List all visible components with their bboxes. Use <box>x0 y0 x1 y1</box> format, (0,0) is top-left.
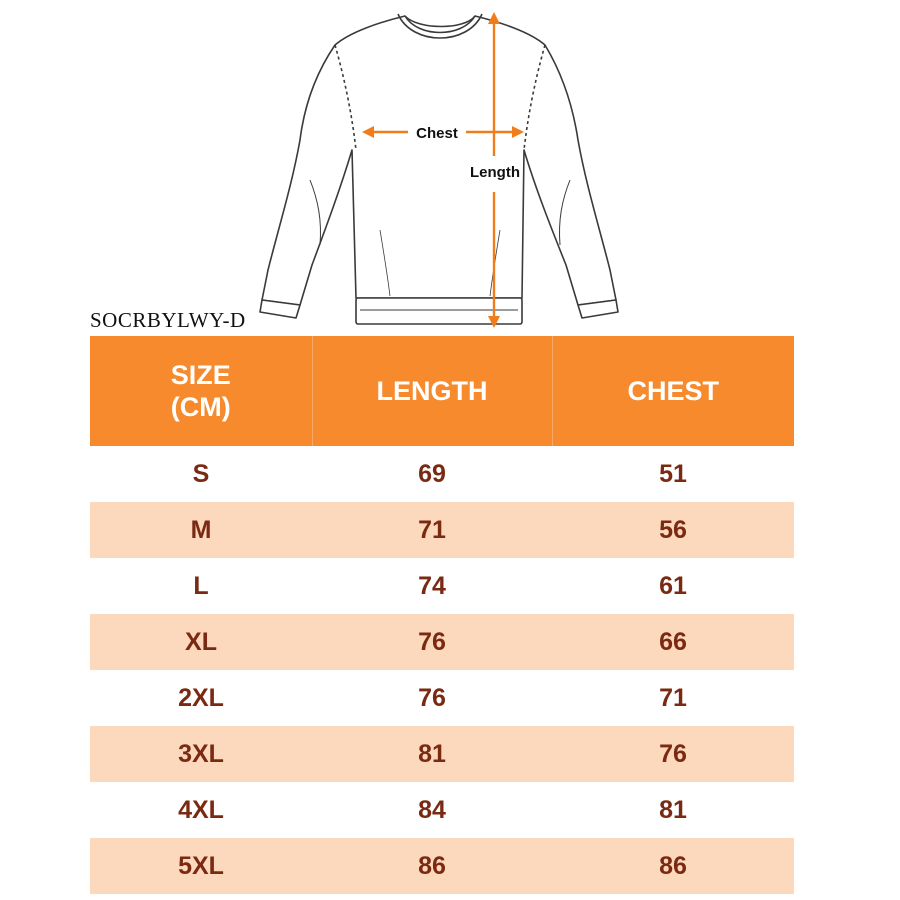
cell-size: L <box>90 558 312 614</box>
cell-size: XL <box>90 614 312 670</box>
cell-chest: 66 <box>552 614 794 670</box>
header-size-line2: (CM) <box>170 392 231 422</box>
cell-chest: 86 <box>552 838 794 894</box>
product-code: SOCRBYLWY-D <box>90 308 246 332</box>
table-header-row <box>90 336 794 446</box>
cell-size: 5XL <box>90 838 312 894</box>
length-label: Length <box>470 164 520 181</box>
cell-length: 76 <box>312 670 552 726</box>
cell-size: 3XL <box>90 726 312 782</box>
cell-chest: 76 <box>552 726 794 782</box>
cell-length: 74 <box>312 558 552 614</box>
cell-length: 84 <box>312 782 552 838</box>
cell-chest: 81 <box>552 782 794 838</box>
sweatshirt-icon <box>260 14 618 324</box>
cell-length: 69 <box>312 446 552 502</box>
chest-label: Chest <box>416 125 458 142</box>
cell-size: 2XL <box>90 670 312 726</box>
cell-length: 71 <box>312 502 552 558</box>
cell-length: 76 <box>312 614 552 670</box>
table-row <box>90 670 794 726</box>
header-size <box>90 336 312 446</box>
table-row <box>90 726 794 782</box>
table-row <box>90 838 794 894</box>
size-chart-table <box>90 336 794 894</box>
cell-size: 4XL <box>90 782 312 838</box>
table-row <box>90 558 794 614</box>
table-row <box>90 446 794 502</box>
header-size-line1: SIZE <box>170 360 231 390</box>
table-row <box>90 614 794 670</box>
cell-size: M <box>90 502 312 558</box>
sweatshirt-measurement-diagram <box>0 0 900 340</box>
cell-size: S <box>90 446 312 502</box>
header-chest: CHEST <box>552 336 794 446</box>
cell-length: 86 <box>312 838 552 894</box>
cell-chest: 71 <box>552 670 794 726</box>
header-length: LENGTH <box>312 336 552 446</box>
table-row <box>90 782 794 838</box>
cell-length: 81 <box>312 726 552 782</box>
cell-chest: 61 <box>552 558 794 614</box>
cell-chest: 56 <box>552 502 794 558</box>
table-row <box>90 502 794 558</box>
cell-chest: 51 <box>552 446 794 502</box>
